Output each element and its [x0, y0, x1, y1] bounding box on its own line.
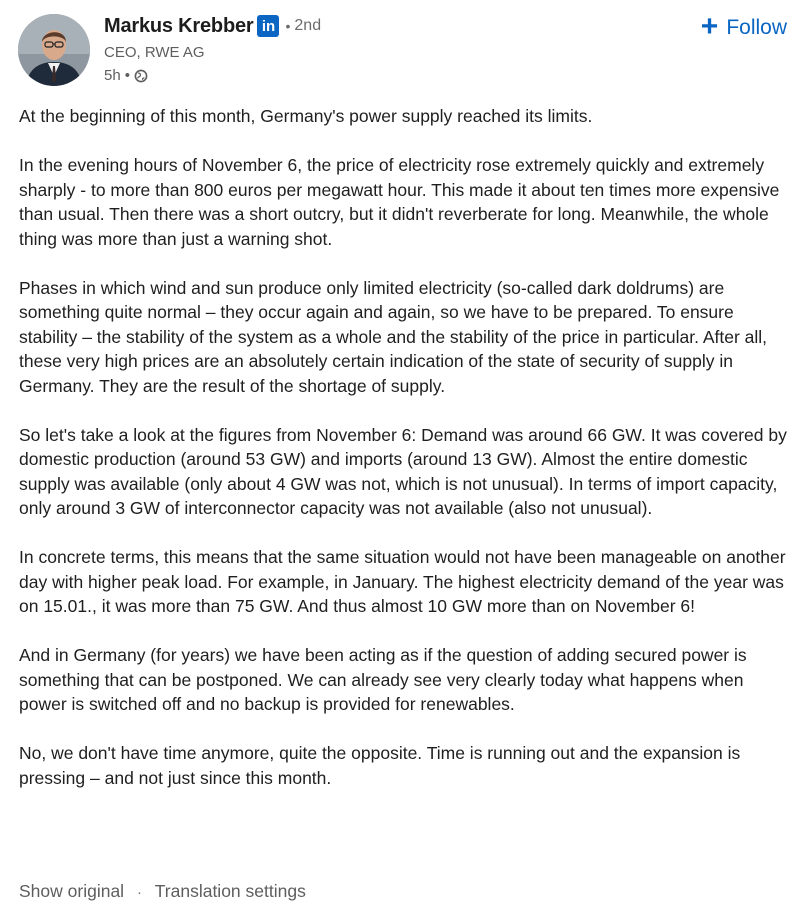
- post-paragraph: At the beginning of this month, Germany's power supply reached its limits.: [19, 106, 593, 126]
- meta-separator: •: [124, 67, 130, 84]
- translation-footer: [19, 881, 306, 902]
- post-paragraph: So let's take a look at the figures from November 6: Demand was around 66 GW. It was covered by domestic production (around 53 GW) and imports (around 13 GW). Almost the entire domestic supply was available (only about 4 GW was not, which is not unusual). In terms of import capacity, only around 3 GW of interconnector capacity was not available (also not unusual).: [19, 424, 787, 518]
- connection-degree: 2nd: [294, 17, 322, 34]
- author-headline: CEO, RWE AG: [104, 44, 205, 61]
- post-paragraph: In concrete terms, this means that the same situation would not have been manageable on another day with higher peak load. For example, in January. The highest electricity demand of the year was on 15.01., it was more than 75 GW. And thus almost 10 GW more than on November 6!: [19, 547, 786, 616]
- follow-label: Follow: [726, 16, 787, 39]
- linkedin-badge-icon: in: [257, 15, 279, 37]
- post-text: [19, 104, 794, 815]
- author-avatar[interactable]: [18, 14, 90, 86]
- footer-separator: ·: [137, 883, 142, 900]
- author-name-row: [104, 13, 321, 39]
- post-time: 5h: [104, 67, 121, 84]
- dot-separator: •: [285, 18, 291, 34]
- follow-button[interactable]: [700, 10, 787, 43]
- author-info: [104, 13, 321, 84]
- post-paragraph: And in Germany (for years) we have been acting as if the question of adding secured power is something that can be postponed. We can already see very clearly today what happens when power is switched off and no backup is provided for renewables.: [19, 645, 747, 714]
- post-paragraph: No, we don't have time anymore, quite the opposite. Time is running out and the expansion is pressing – and not just since this month.: [19, 743, 741, 788]
- post-paragraph: Phases in which wind and sun produce only limited electricity (so-called dark doldrums) are something quite normal – they occur again and again, so we have to be prepared. To ensure stability – the stability of the system as a whole and the stability of the price in particular. After all, these very high prices are an absolutely certain indication of the state of security of supply in Germany. They are the result of the shortage of supply.: [19, 277, 768, 396]
- author-name[interactable]: Markus Krebber: [104, 14, 254, 37]
- plus-icon: +: [700, 10, 719, 43]
- translation-settings-link[interactable]: Translation settings: [154, 881, 306, 901]
- post-meta: [104, 67, 321, 84]
- post-paragraph: In the evening hours of November 6, the price of electricity rose extremely quickly and extremely sharply - to more than 800 euros per megawatt hour. This made it about ten times more expensive than usual. Then there was a short outcry, but it didn't reverberate for long. Meanwhile, the whole thing was more than just a warning shot.: [19, 155, 780, 249]
- show-original-link[interactable]: Show original: [19, 881, 125, 901]
- globe-icon: [134, 69, 148, 83]
